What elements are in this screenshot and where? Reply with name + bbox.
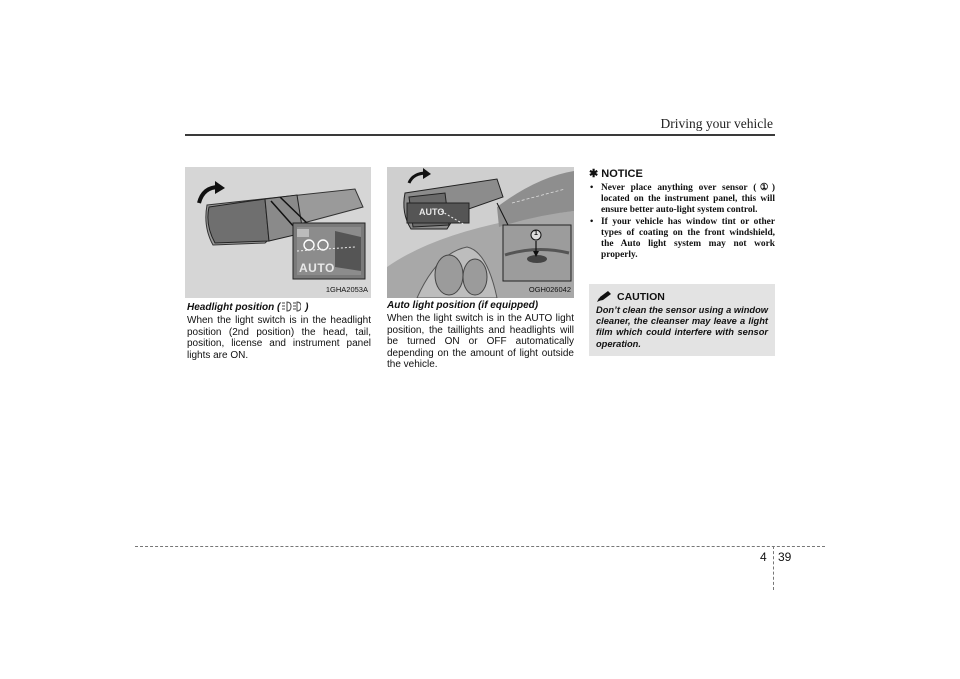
auto-switch-label: AUTO <box>419 207 445 217</box>
page-number: 39 <box>778 550 792 564</box>
notice-item <box>589 217 775 262</box>
auto-light-figure <box>387 167 574 298</box>
caution-heading-text: CAUTION <box>617 291 665 303</box>
headlight-switch-figure <box>185 167 371 298</box>
caution-box <box>589 284 775 356</box>
notice-item-text: Never place anything over sensor (①) located on the instrument panel, this will ensure better auto-light system control. <box>601 183 775 216</box>
caution-text: Don’t clean the sensor using a window cleaner, the cleanser may leave a light film which could interfere with sensor operation. <box>596 305 768 349</box>
bullet: • <box>590 183 594 193</box>
chapter-number: 4 <box>760 550 767 564</box>
auto-light-caption: Auto light position (if equipped) <box>387 300 539 311</box>
figure-code: 1GHA2053A <box>325 285 368 294</box>
sensor-callout-number: 1 <box>534 230 538 237</box>
headlight-icon <box>281 301 301 315</box>
notice-list <box>589 183 775 261</box>
auto-switch-label: AUTO <box>299 261 335 275</box>
figure-code: OGH026042 <box>528 285 571 294</box>
notice-item <box>589 183 775 217</box>
auto-light-description: When the light switch is in the AUTO light position, the taillights and headlights will be turned ON or OFF automatically depending on the amount of light outside the vehicle. <box>387 313 574 370</box>
bullet: • <box>590 216 594 227</box>
caution-pencil-icon <box>597 291 613 305</box>
section-title: Driving your vehicle <box>660 116 773 131</box>
caution-heading <box>597 291 665 305</box>
headlight-description: When the light switch is in the headlight position (2nd position) the head, tail, position, license and instrument panel lights are ON. <box>187 315 371 361</box>
footer-divider <box>773 546 774 590</box>
caption-text: Headlight position ( <box>187 302 281 313</box>
notice-item-text: If your vehicle has window tint or other types of coating on the front windshield, the Auto light system may not work properly. <box>601 216 775 261</box>
caption-end: ) <box>302 302 309 313</box>
footer-rule <box>135 546 825 547</box>
headlight-caption <box>187 301 308 315</box>
notice-heading: ✱ NOTICE <box>589 168 643 180</box>
header-rule <box>185 134 775 136</box>
